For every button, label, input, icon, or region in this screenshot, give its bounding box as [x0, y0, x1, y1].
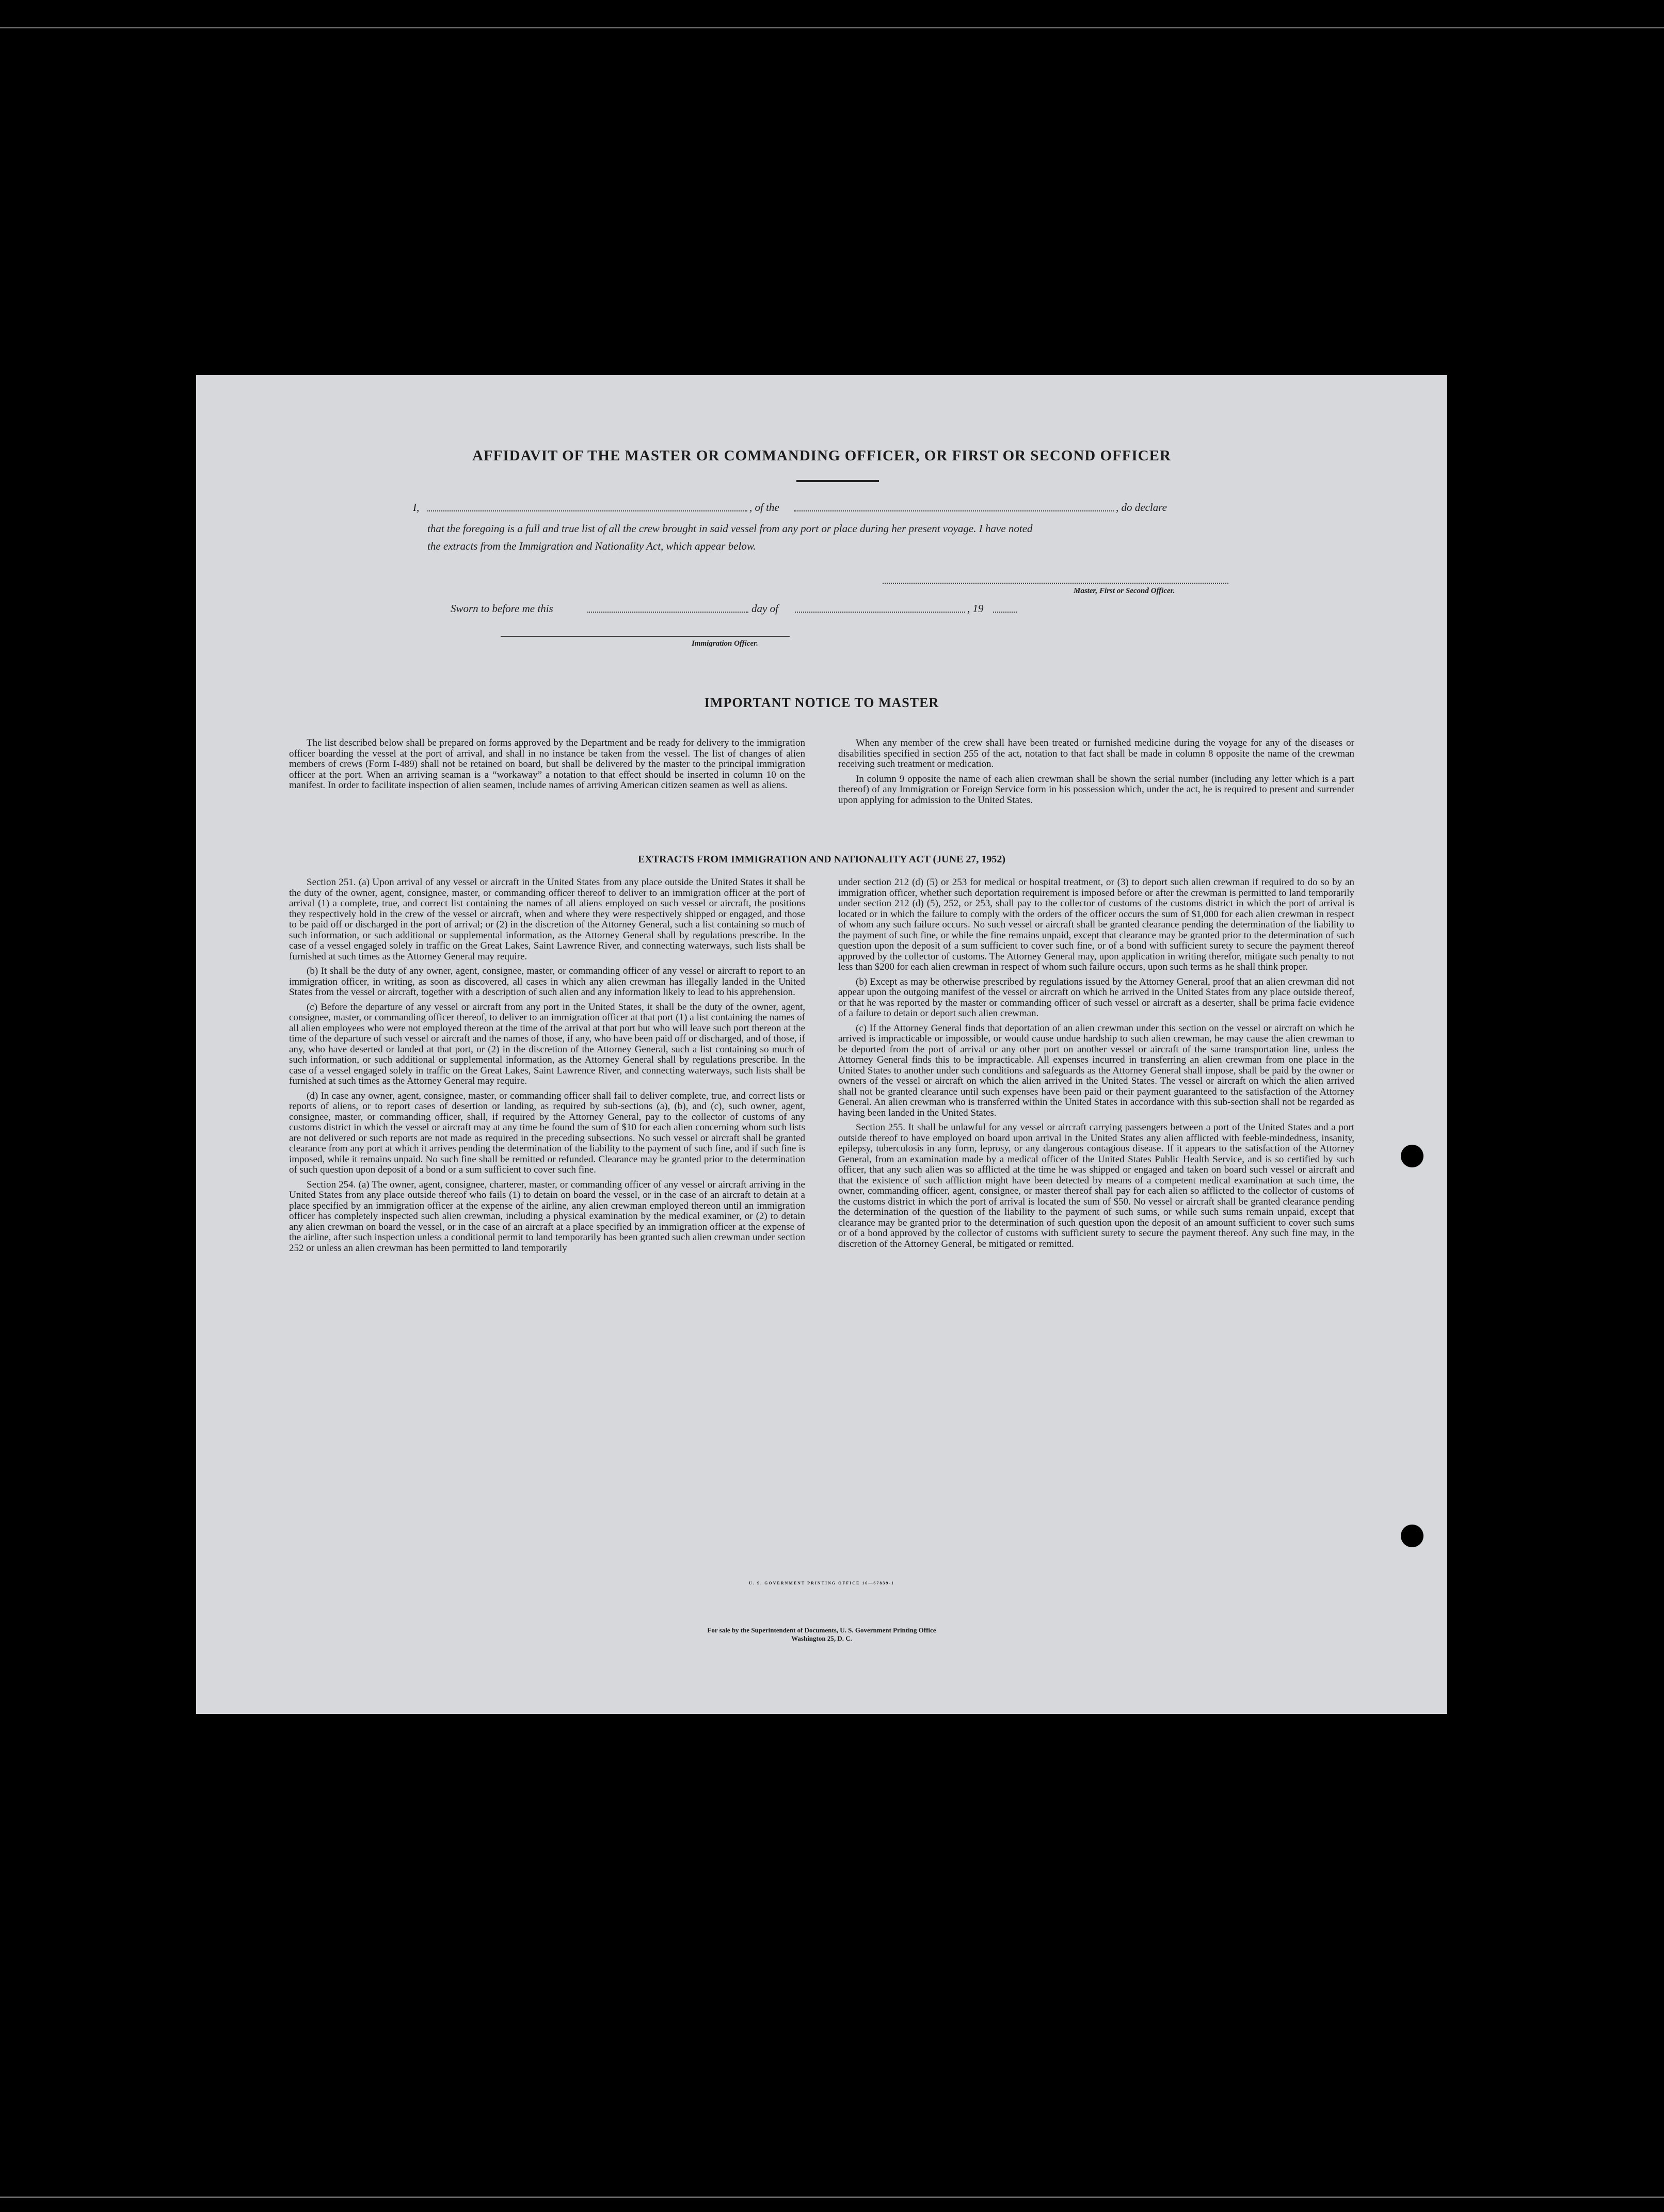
- master-caption: Master, First or Second Officer.: [1074, 587, 1175, 595]
- year-label: , 19: [967, 602, 984, 615]
- section-paragraph: under section 212 (d) (5) or 253 for medical or hospital treatment, or (3) to deport such alien crewman if required to do so by an immigration officer, whether such deportation requirement is imposed before or after the crewman is permitted to land temporarily under section 212 (d) (5), 252, or 253, shall pay to the collector of customs of the customs district in which the port of arrival is located or in which the failure to comply with the orders of the officer occurs the sum of $1,000 for each alien crewman in respect of whom any such failure occurs. No such vessel or aircraft shall be granted clearance pending the determination of the liability to the payment of such fine, or while the fine remains unpaid, except that clearance may be granted prior to the determination of such question upon the deposit of a sum sufficient to cover such fine, or of a bond with sufficient surety to secure the payment thereof approved by the collector of customs. The Attorney General may, upon application in writing therefor, mitigate such penalty to not less than $200 for each alien crewman in respect of whom such failure occurs, upon such terms as he shall think proper.: [838, 877, 1354, 972]
- notice-paragraph: In column 9 opposite the name of each alien crewman shall be shown the serial number (including any letter which is a part thereof) of any Immigration or Foreign Service form in his possession which, under the act, he is required to present and surrender upon applying for admission to the United States.: [838, 773, 1354, 806]
- notice-right-column: [838, 738, 1354, 810]
- sworn-month-field[interactable]: [795, 612, 965, 613]
- notice-left-column: [289, 738, 805, 795]
- section-paragraph: (d) In case any owner, agent, consignee, master, or commanding officer shall fail to deliver complete, true, and correct lists or reports of aliens, or to report cases of desertion or landing, as required by sub-sections (a), (b), and (c), such owner, agent, consignee, master, or commanding officer, shall, if required by the Attorney General, pay to the collector of customs of any customs district in which the vessel or aircraft may at any time be found the sum of $10 for each alien concerning whom such lists are not delivered or such reports are not made as required in the preceding subsections. No such vessel or aircraft shall be granted clearance from any port at which it arrives pending the determination of the liability to the payment of such fine, and if such fine is imposed, while it remains unpaid. No such fine shall be remitted or refunded. Clearance may be granted prior to the determination of such question upon deposit of a bond or a sum sufficient to cover such fine.: [289, 1090, 805, 1175]
- punch-hole-lower: [1401, 1525, 1423, 1547]
- notice-paragraph: The list described below shall be prepared on forms approved by the Department and be ready for delivery to the immigration officer boarding the vessel at the port of arrival, and shall in no instance be taken from the vessel. The list of changes of alien members of crews (Form I-489) shall not be retained on board, but shall be delivered by the master to the principal immigration officer at the port. When an arriving seaman is a “workaway” a notation to that effect should be inserted in column 10 on the manifest. In order to facilitate inspection of alien seamen, include names of arriving American citizen seamen as well as aliens.: [289, 738, 805, 791]
- affidavit-line-3: the extracts from the Immigration and Nationality Act, which appear below.: [427, 540, 756, 552]
- name-blank-field[interactable]: [427, 510, 747, 511]
- sale-line-1: For sale by the Superintendent of Documents, U. S. Government Printing Office: [707, 1626, 936, 1634]
- affidavit-i-label: I,: [413, 501, 420, 514]
- title-underline: [796, 480, 879, 482]
- officer-caption: Immigration Officer.: [692, 639, 758, 648]
- notice-title: IMPORTANT NOTICE TO MASTER: [704, 695, 939, 710]
- scan-edge-bottom: [0, 2197, 1664, 2198]
- section-paragraph: Section 255. It shall be unlawful for any vessel or aircraft carrying passengers between a port of the United States and a port outside thereof to have employed on board upon arrival in the United States any alien afflicted with feeble-mindedness, insanity, epilepsy, tuberculosis in any form, leprosy, or any dangerous contagious disease. If it appears to the satisfaction of the Attorney General, from an examination made by a medical officer of the United States Public Health Service, and is so certified by such officer, that any such alien was so afflicted at the time he was shipped or engaged and taken on board such vessel or aircraft and that the existence of such affliction might have been detected by means of a competent medical examination at such time, the owner, commanding officer, agent, consignee, or master thereof shall pay for each alien so afflicted to the collector of customs of the customs district in which the port of arrival is located the sum of $50. No vessel or aircraft shall be granted clearance pending the determination of the question of the liability to the payment of such sums, or while such sums remain unpaid, except that clearance may be granted prior to the determination of such question upon the deposit of an amount sufficient to cover such sums or of a bond approved by the collector of customs with sufficient surety to secure the payment thereof. Any such fine may, in the discretion of the Attorney General, be mitigated or remitted.: [838, 1122, 1354, 1249]
- affidavit-title: AFFIDAVIT OF THE MASTER OR COMMANDING OFFICER, OR FIRST OR SECOND OFFICER: [472, 447, 1171, 464]
- printing-office-imprint: U. S. GOVERNMENT PRINTING OFFICE 16—67839-1: [748, 1581, 895, 1585]
- affidavit-line-2: that the foregoing is a full and true list of all the crew brought in said vessel from any port or place during her present voyage. I have noted: [427, 522, 1033, 535]
- scan-edge-top: [0, 27, 1664, 28]
- sale-notice: [196, 1626, 1447, 1643]
- form-page: [196, 375, 1447, 1714]
- affidavit-of-the-label: , of the: [749, 501, 779, 514]
- section-paragraph: (b) It shall be the duty of any owner, agent, consignee, master, or commanding officer of any vessel or aircraft to report to an immigration officer, in writing, as soon as discovered, all cases in which any alien crewman has illegally landed in the United States from the vessel or aircraft, together with a description of such alien and any information likely to lead to his apprehension.: [289, 966, 805, 998]
- affidavit-declare-label: , do declare: [1116, 501, 1167, 514]
- section-paragraph: Section 251. (a) Upon arrival of any vessel or aircraft in the United States from any place outside the United States it shall be the duty of the owner, agent, consignee, master, or commanding officer thereof to deliver to an immigration officer at the port of arrival (1) a complete, true, and correct list containing the names of all aliens employed on such vessel or aircraft, the positions they respectively hold in the crew of the vessel or aircraft, when and where they were respectively shipped or engaged, and those to be paid off or discharged in the port of arrival; or (2) in the discretion of the Attorney General, such a list containing so much of such information, or such additional or supplemental information, as the Attorney General shall by regulations prescribe. In the case of a vessel engaged solely in traffic on the Great Lakes, Saint Lawrence River, and connecting waterways, such lists shall be furnished at such times as the Attorney General may require.: [289, 877, 805, 962]
- day-of-label: day of: [751, 602, 778, 615]
- sworn-year-field[interactable]: [993, 612, 1017, 613]
- officer-signature-field[interactable]: [501, 636, 790, 637]
- sworn-day-field[interactable]: [587, 612, 748, 613]
- notice-paragraph: When any member of the crew shall have been treated or furnished medicine during the voyage for any of the diseases or disabilities specified in section 255 of the act, notation to that fact shall be made in column 8 opposite the name of the crewman receiving such treatment or medication.: [838, 738, 1354, 770]
- section-paragraph: Section 254. (a) The owner, agent, consignee, charterer, master, or commanding officer of any vessel or aircraft arriving in the United States from any place outside thereof who fails (1) to detain on board the vessel, or in the case of an aircraft to detain at a place specified by an immigration officer at the expense of the airline, any alien crewman employed thereon until an immigration officer has completely inspected such alien crewman, including a physical examination by the medical examiner, or (2) to detain any alien crewman on board the vessel, or in the case of an aircraft at a place specified by an immigration officer at the expense of the airline, after such inspection unless a conditional permit to land temporarily has been granted such alien crewman under section 252 or unless an alien crewman has been permitted to land temporarily: [289, 1179, 805, 1254]
- sworn-label: Sworn to before me this: [451, 602, 553, 615]
- extracts-right-column: [838, 877, 1354, 1254]
- section-paragraph: (c) Before the departure of any vessel or aircraft from any port in the United States, it shall be the duty of the owner, agent, consignee, master, or commanding officer thereof, to deliver to an immigration officer at that port (1) a list containing the names of all alien employees who were not employed thereon at the time of the arrival at that port but who will leave such port thereon at the time of the departure of such vessel or aircraft and the names of those, if any, who have been paid off or discharged, and of those, if any, who have deserted or landed at that port, or (2) in the discretion of the Attorney General, such a list containing so much of such information, or such additional or supplemental information, as the Attorney General shall by regulations prescribe. In the case of a vessel engaged solely in traffic on the Great Lakes, Saint Lawrence River, and connecting waterways, such lists shall be furnished at such times as the Attorney General may require.: [289, 1001, 805, 1086]
- extracts-title: EXTRACTS FROM IMMIGRATION AND NATIONALITY ACT (JUNE 27, 1952): [637, 854, 1006, 865]
- punch-hole-upper: [1401, 1145, 1423, 1167]
- vessel-blank-field[interactable]: [794, 510, 1114, 511]
- section-paragraph: (c) If the Attorney General finds that deportation of an alien crewman under this section on the vessel or aircraft on which he arrived is impracticable or impossible, or would cause undue hardship to such alien crewman, he may cause the alien crewman to be deported from the port of arrival or any other port on another vessel or aircraft of the same transportation line, unless the Attorney General finds this to be impracticable. All expenses incurred in transferring an alien crewman from one place in the United States to another under such conditions and safeguards as the Attorney General shall impose, shall be paid by the owner or owners of the vessel or aircraft on which the alien arrived in the United States. The vessel or aircraft on which the alien arrived shall not be granted clearance until such expenses have been paid or their payment guaranteed to the satisfaction of the Attorney General. An alien crewman who is transferred within the United States in accordance with this sub-section shall not be regarded as having been landed in the United States.: [838, 1022, 1354, 1118]
- extracts-left-column: [289, 877, 805, 1258]
- master-signature-field[interactable]: [883, 583, 1228, 584]
- section-paragraph: (b) Except as may be otherwise prescribed by regulations issued by the Attorney General, proof that an alien crewman did not appear upon the outgoing manifest of the vessel or aircraft on which he arrived in the United States from any place outside thereof, or that he was reported by the master or commanding officer of such vessel or aircraft as a deserter, shall be prima facie evidence of a failure to detain or deport such alien crewman.: [838, 976, 1354, 1019]
- sale-line-2: Washington 25, D. C.: [791, 1634, 852, 1642]
